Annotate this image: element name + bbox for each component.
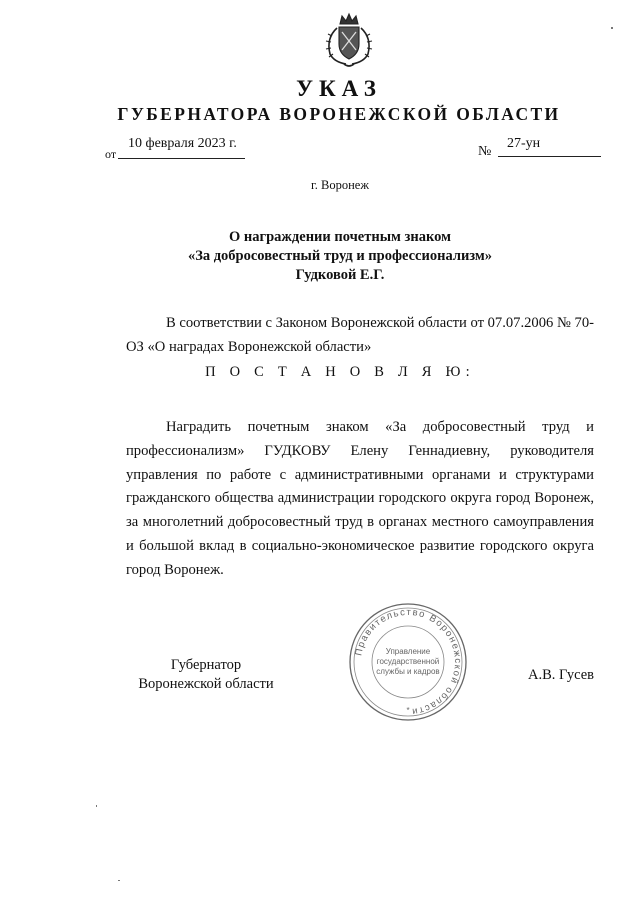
decree-subject: [0, 228, 640, 285]
date-prefix: от: [105, 147, 117, 161]
seal-center-line: Управление: [385, 647, 431, 656]
scan-artifact: [611, 27, 613, 29]
official-seal-icon: [346, 600, 470, 724]
scan-artifact: [118, 880, 120, 881]
document-title: УКАЗ: [296, 76, 382, 101]
signatory-position-line: Губернатор: [170, 657, 242, 673]
decree-date: 10 февраля 2023 г.: [128, 136, 237, 151]
signatory-position: [126, 656, 286, 694]
coat-of-arms-icon: [318, 10, 380, 72]
subject-line: «За добросовестный труд и профессионализм»: [187, 248, 493, 264]
scan-artifact: [96, 805, 97, 807]
number-field: [498, 136, 601, 157]
decree-word: П О С Т А Н О В Л Я Ю:: [205, 364, 475, 380]
signatory-name: А.В. Гусев: [528, 667, 594, 683]
signatory-position-line: Воронежской области: [138, 676, 274, 692]
subject-line: О награждении почетным знаком: [229, 229, 451, 245]
seal-center-line: службы и кадров: [376, 667, 440, 676]
document-subtitle: ГУБЕРНАТОРА ВОРОНЕЖСКОЙ ОБЛАСТИ: [117, 104, 561, 124]
decree-number: 27-ун: [507, 136, 541, 151]
resolution-paragraph: Наградить почетным знаком «За добросовестный труд и профессионализм» ГУДКОВУ Елену Геннадиевну, руководителя управления по работе с административными органами и структурами гражданского общества администрации городского округа город Воронеж, за многолетний добросовестный труд в органах местного самоуправления и большой вклад в социально-экономическое развитие городского округа город Воронеж.: [126, 419, 594, 578]
legal-basis-paragraph: В соответствии с Законом Воронежской области от 07.07.2006 № 70-ОЗ «О наградах Воронежской области»: [126, 315, 594, 355]
date-field: [118, 136, 245, 159]
seal-center-line: государственной: [376, 657, 440, 666]
city: г. Воронеж: [311, 178, 369, 192]
number-prefix: №: [478, 144, 492, 159]
seal-ring-text: Правительство Воронежской области: [353, 606, 464, 717]
subject-line: Гудковой Е.Г.: [295, 267, 385, 283]
svg-text:*: *: [406, 706, 410, 715]
